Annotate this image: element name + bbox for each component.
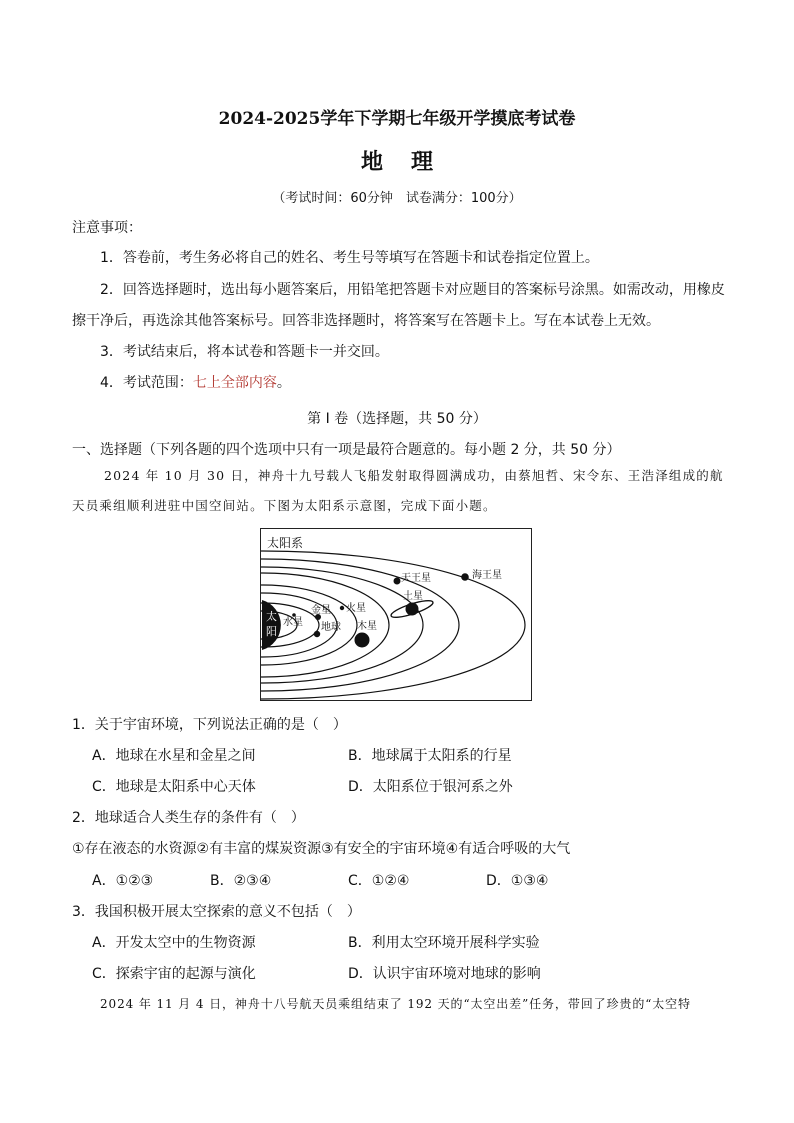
solar-system-figure bbox=[260, 528, 532, 701]
solar-system-diagram bbox=[261, 529, 533, 702]
question-1-stem: 1．关于宇宙环境，下列说法正确的是（ ） bbox=[72, 717, 347, 733]
note-item-4 bbox=[100, 373, 291, 393]
question-1-option-a: A．地球在水星和金星之间 bbox=[92, 748, 256, 764]
uranus-label: 天王星 bbox=[401, 573, 431, 584]
notes-heading: 注意事项： bbox=[72, 220, 142, 236]
passage-2-line-1: 2024 年 11 月 4 日，神舟十八号航天员乘组结束了 192 天的“太空出差”任务，带回了珍贵的“太空特 bbox=[100, 997, 691, 1011]
note-item-2-line-2: 擦干净后，再选涂其他答案标号。回答非选择题时，将答案写在答题卡上。写在本试卷上无效。 bbox=[72, 313, 660, 329]
question-2-option-d: D．①③④ bbox=[486, 873, 549, 889]
question-1-option-d: D．太阳系位于银河系之外 bbox=[348, 779, 513, 795]
note-item-2-line-1: 2．回答选择题时，选出每小题答案后，用铅笔把答题卡对应题目的答案标号涂黑。如需改动，用橡皮 bbox=[100, 282, 725, 298]
section-instruction: 一、选择题（下列各题的四个选项中只有一项是最符合题意的。每小题 2 分，共 50 分） bbox=[72, 442, 621, 458]
question-2-statements: ①存在液态的水资源②有丰富的煤炭资源③有安全的宇宙环境④有适合呼吸的大气 bbox=[72, 841, 571, 857]
uranus-dot bbox=[394, 578, 401, 585]
mars-dot bbox=[340, 606, 344, 610]
note-item-3: 3．考试结束后，将本试卷和答题卡一并交回。 bbox=[100, 344, 389, 360]
earth-label: 地球 bbox=[321, 622, 341, 633]
question-2-option-b: B．②③④ bbox=[210, 873, 272, 889]
subject-title: 地理 bbox=[360, 149, 461, 175]
mercury-label: 水星 bbox=[283, 617, 303, 628]
sun-label-2: 阳 bbox=[266, 625, 277, 638]
question-3-option-b: B．利用太空环境开展科学实验 bbox=[348, 935, 540, 951]
exam-info: （考试时间：60分钟 试卷满分：100分） bbox=[272, 191, 522, 206]
question-2-stem: 2．地球适合人类生存的条件有（ ） bbox=[72, 810, 305, 826]
mars-label: 火星 bbox=[346, 603, 366, 614]
neptune-dot bbox=[461, 573, 469, 581]
passage-1-line-2: 天员乘组顺利进驻中国空间站。下图为太阳系示意图，完成下面小题。 bbox=[72, 498, 497, 513]
jupiter-label: 木星 bbox=[357, 621, 377, 632]
note-item-1: 1．答卷前，考生务必将自己的姓名、考生号等填写在答题卡和试卷指定位置上。 bbox=[100, 250, 599, 266]
question-2-option-c: C．①②④ bbox=[348, 873, 410, 889]
figure-title: 太阳系 bbox=[267, 536, 304, 550]
question-3-option-a: A．开发太空中的生物资源 bbox=[92, 935, 256, 951]
neptune-label: 海王星 bbox=[472, 570, 502, 581]
saturn-label: 土星 bbox=[403, 591, 423, 602]
venus-label: 金星 bbox=[311, 605, 331, 616]
question-3-option-d: D．认识宇宙环境对地球的影响 bbox=[348, 966, 541, 982]
note-item-4-prefix: 4．考试范围： bbox=[100, 375, 193, 391]
question-1-option-b: B．地球属于太阳系的行星 bbox=[348, 748, 512, 764]
question-1-option-c: C．地球是太阳系中心天体 bbox=[92, 779, 256, 795]
note-item-4-suffix: 。 bbox=[276, 375, 291, 391]
jupiter-dot bbox=[355, 633, 370, 648]
question-3-option-c: C．探索宇宙的起源与演化 bbox=[92, 966, 256, 982]
exam-scope: 七上全部内容 bbox=[192, 375, 277, 391]
passage-1-line-1: 2024 年 10 月 30 日，神舟十九号载人飞船发射取得圆满成功，由蔡旭哲、宋令东、王浩泽组成的航 bbox=[104, 468, 724, 483]
sun-label-1: 太 bbox=[266, 610, 277, 623]
exam-title: 2024-2025学年下学期七年级开学摸底考试卷 bbox=[218, 109, 576, 129]
question-3-stem: 3．我国积极开展太空探索的意义不包括（ ） bbox=[72, 904, 361, 920]
saturn-dot bbox=[406, 603, 419, 616]
section-title: 第 I 卷（选择题，共 50 分） bbox=[307, 411, 487, 427]
question-2-option-a: A．①②③ bbox=[92, 873, 154, 889]
earth-dot bbox=[314, 631, 320, 637]
